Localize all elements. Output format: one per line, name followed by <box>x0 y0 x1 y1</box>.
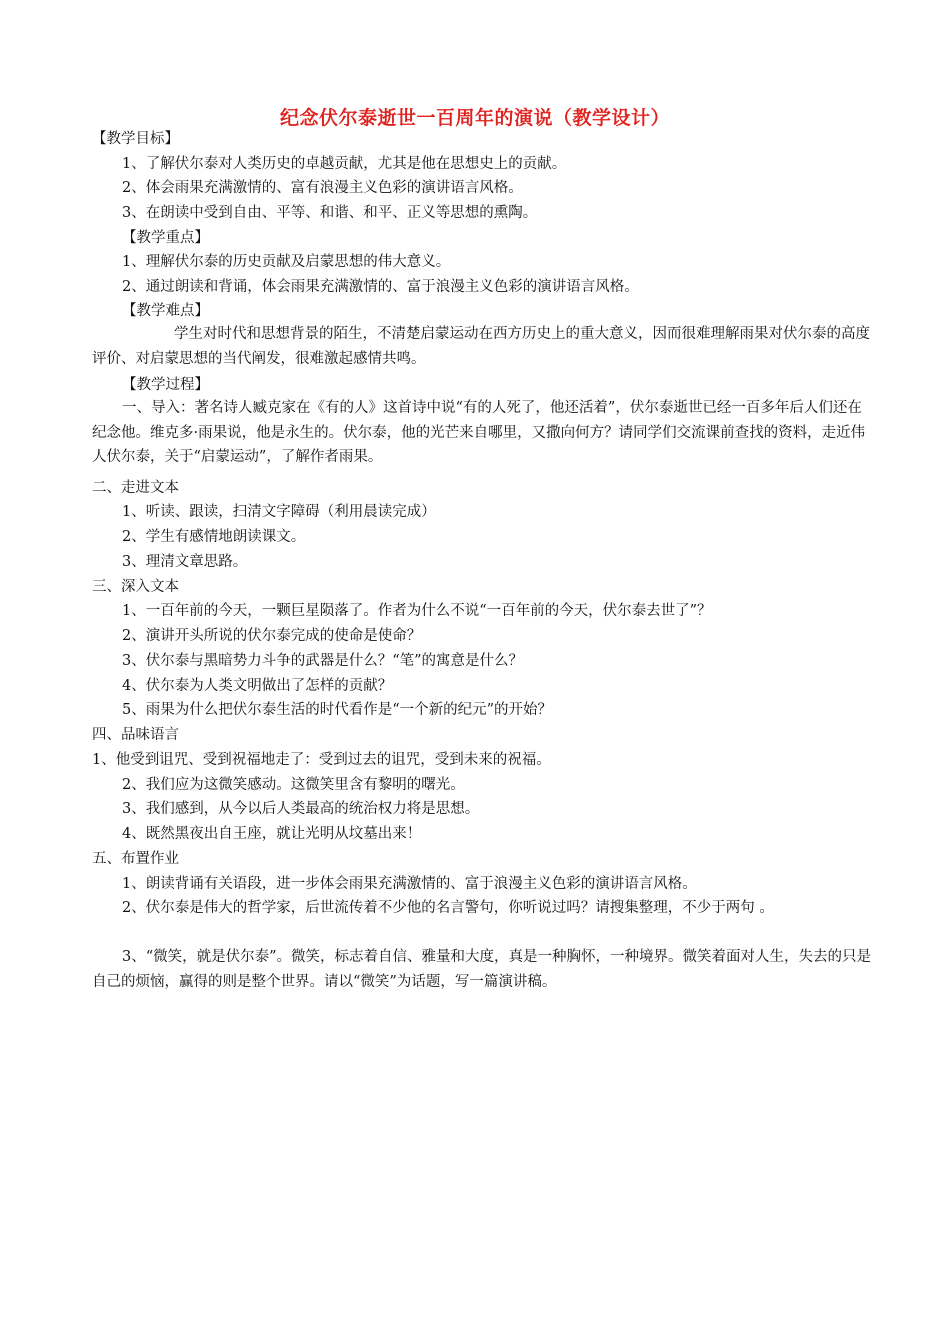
section3-item: 3、伏尔泰与黑暗势力斗争的武器是什么？“笔”的寓意是什么？ <box>122 653 524 669</box>
section4-item: 1、他受到诅咒、受到祝福地走了：受到过去的诅咒，受到未来的祝福。 <box>92 752 551 768</box>
section2-heading: 二、走进文本 <box>92 480 179 496</box>
key-point-item: 1、理解伏尔泰的历史贡献及启蒙思想的伟大意义。 <box>122 254 451 270</box>
section3-heading: 三、深入文本 <box>92 579 179 595</box>
objective-item: 1、了解伏尔泰对人类历史的卓越贡献，尤其是他在思想史上的贡献。 <box>122 156 567 172</box>
section5-item: 3、“微笑，就是伏尔泰”。微笑，标志着自信、雅量和大度，真是一种胸怀，一种境界。微笑着面对人生，失去的只是自己的烦恼，赢得的则是整个世界。请以“微笑”为话题，写一篇演讲稿。 <box>92 949 872 990</box>
section2-item: 1、听读、跟读，扫清文字障碍（利用晨读完成） <box>122 504 436 520</box>
key-point-item: 2、通过朗读和背诵，体会雨果充满激情的、富于浪漫主义色彩的演讲语言风格。 <box>122 279 639 295</box>
section3-item: 1、一百年前的今天，一颗巨星陨落了。作者为什么不说“一百年前的今天，伏尔泰去世了”？ <box>122 603 712 619</box>
section5-heading: 五、布置作业 <box>92 851 179 867</box>
section2-item: 3、理清文章思路。 <box>122 554 248 570</box>
section4-item: 2、我们应为这微笑感动。这微笑里含有黎明的曙光。 <box>122 777 465 793</box>
section4-item: 3、我们感到，从今以后人类最高的统治权力将是思想。 <box>122 801 480 817</box>
objective-item: 3、在朗读中受到自由、平等、和谐、和平、正义等思想的熏陶。 <box>122 205 538 221</box>
section2-item: 2、学生有感情地朗读课文。 <box>122 529 306 545</box>
section3-item: 4、伏尔泰为人类文明做出了怎样的贡献？ <box>122 678 393 694</box>
section5-item: 2、伏尔泰是伟大的哲学家，后世流传着不少他的名言警句，你听说过吗？请搜集整理，不少于两句 。 <box>122 900 774 916</box>
section5-item: 1、朗读背诵有关语段，进一步体会雨果充满激情的、富于浪漫主义色彩的演讲语言风格。 <box>122 876 697 892</box>
section3-item: 5、雨果为什么把伏尔泰生活的时代看作是“一个新的纪元”的开始？ <box>122 702 553 718</box>
key-points-heading: 【教学重点】 <box>122 230 209 246</box>
process-intro: 一、导入：著名诗人臧克家在《有的人》这首诗中说“有的人死了，他还活着”，伏尔泰逝世已经一百多年后人们还在纪念他。维克多·雨果说，他是永生的。伏尔泰，他的光芒来自哪里，又撒向何方？请同学们交流课前查找的资料，走近伟人伏尔泰，关于“启蒙运动”，了解作者雨果。 <box>92 400 866 465</box>
section4-item: 4、既然黑夜出自王座，就让光明从坟墓出来！ <box>122 826 422 842</box>
section4-heading: 四、品味语言 <box>92 727 179 743</box>
process-heading: 【教学过程】 <box>122 377 209 393</box>
difficulties-text: 学生对时代和思想背景的陌生，不清楚启蒙运动在西方历史上的重大意义，因而很难理解雨果对伏尔泰的高度评价、对启蒙思想的当代阐发，很难激起感情共鸣。 <box>92 326 870 367</box>
objective-item: 2、体会雨果充满激情的、富有浪漫主义色彩的演讲语言风格。 <box>122 180 523 196</box>
objectives-heading: 【教学目标】 <box>92 131 179 147</box>
document-title: 纪念伏尔泰逝世一百周年的演说（教学设计） <box>279 107 670 129</box>
section3-item: 2、演讲开头所说的伏尔泰完成的使命是使命？ <box>122 628 422 644</box>
difficulties-heading: 【教学难点】 <box>122 303 209 319</box>
